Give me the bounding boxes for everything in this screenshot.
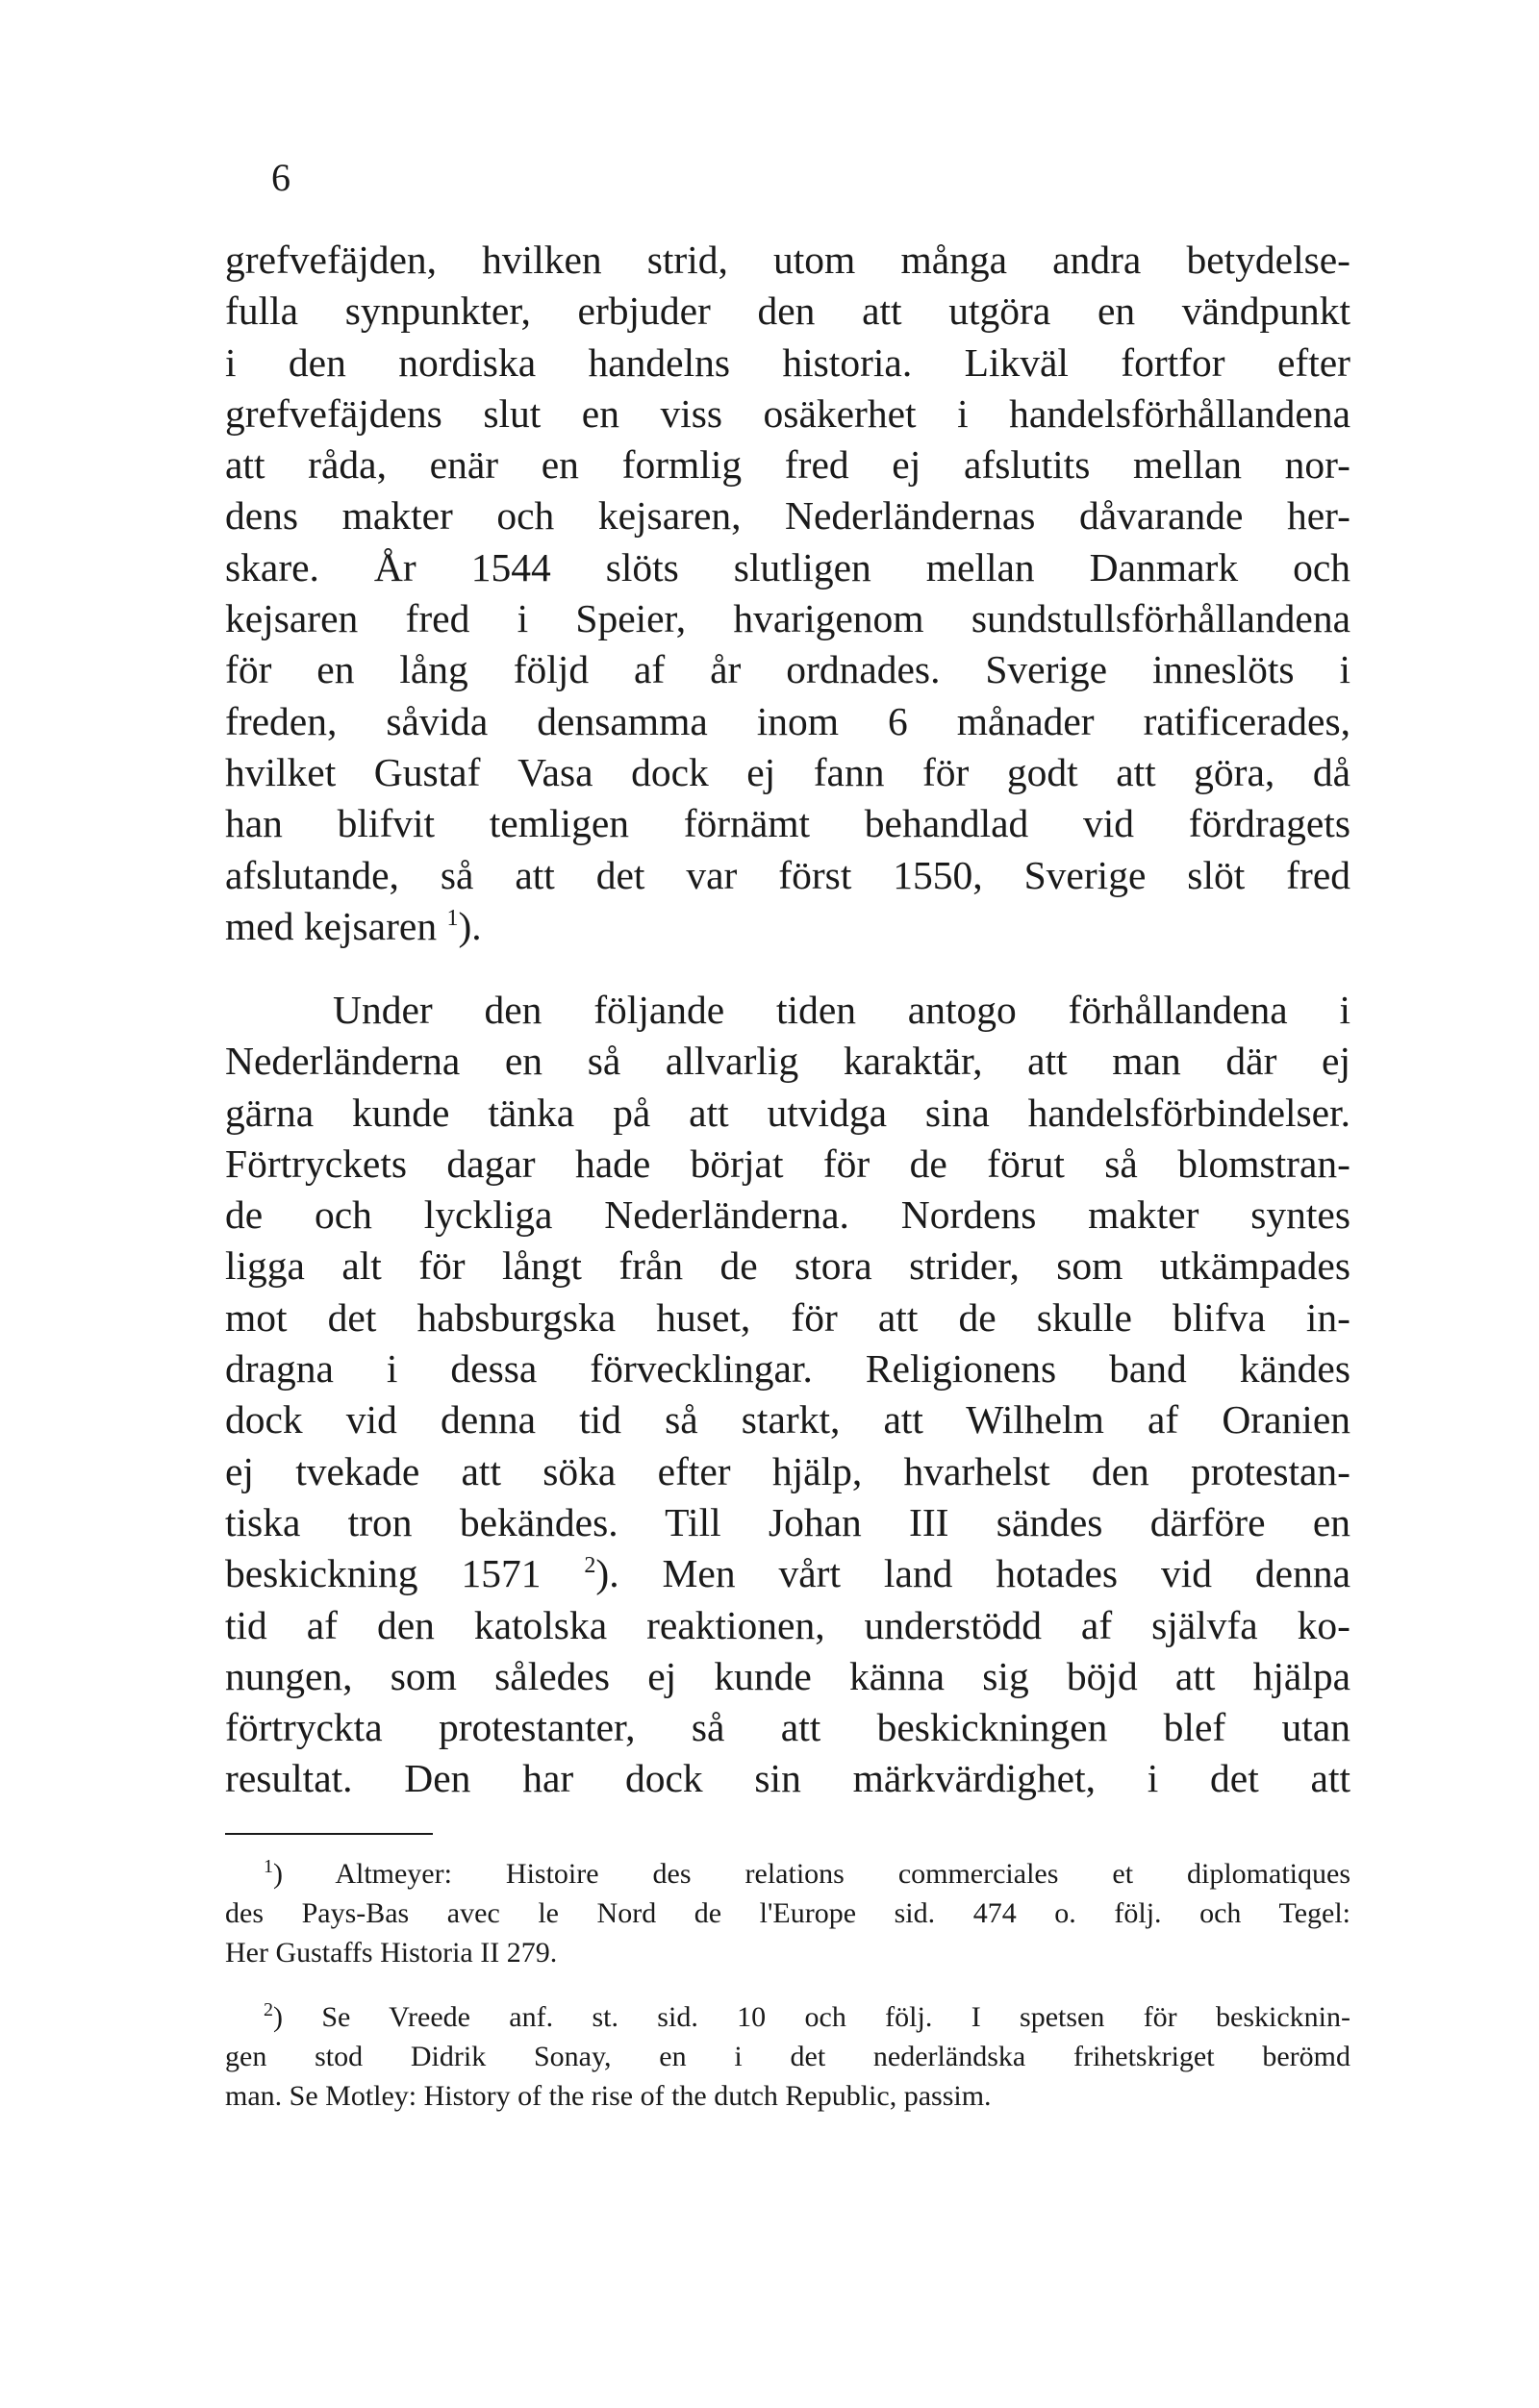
footnote-reference: 1	[446, 905, 459, 931]
text-line: i den nordiska handelns historia. Likväl fortfor efter	[225, 339, 1350, 385]
text-line: Nederländerna en så allvarlig karaktär, att man där ej	[225, 1039, 1350, 1084]
footnote-line: gen stod Didrik Sonay, en i det nederländska frihetskriget berömd	[225, 2041, 1350, 2072]
text-fragment: med kejsaren	[225, 903, 438, 948]
text-line: dragna i dessa förvecklingar. Religionens band kändes	[225, 1346, 1350, 1392]
text-fragment: ). Men vårt land hotades vid denna	[595, 1551, 1350, 1596]
text-line: de och lyckliga Nederländerna. Nordens makter syntes	[225, 1192, 1350, 1238]
text-line: grefvefäjdens slut en viss osäkerhet i handelsförhållandena	[225, 390, 1350, 436]
text-line: mot det habsburgska huset, för att de skulle blifva in-	[225, 1294, 1350, 1340]
text-line: ligga alt för långt från de stora strider, som utkämpades	[225, 1243, 1350, 1289]
text-line: freden, såvida densamma inom 6 månader ratificerades,	[225, 698, 1350, 743]
text-line: ej tvekade att söka efter hjälp, hvarhelst den protestan-	[225, 1448, 1350, 1493]
text-line: resultat. Den har dock sin märkvärdighet, i det att	[225, 1756, 1350, 1801]
footnote-line	[225, 1997, 1350, 2037]
footnote-line	[225, 1854, 1350, 1894]
footnote-reference: 2	[584, 1553, 596, 1579]
text-fragment: ).	[458, 903, 482, 948]
text-line: tid af den katolska reaktionen, understödd af självfa ko-	[225, 1602, 1350, 1647]
text-line: afslutande, så att det var först 1550, Sverige slöt fred	[225, 852, 1350, 897]
text-line: dens makter och kejsaren, Nederländernas dåvarande her-	[225, 493, 1350, 539]
footnote-marker: 1	[264, 1856, 273, 1877]
text-line: tiska tron bekändes. Till Johan III sändes därföre en	[225, 1499, 1350, 1544]
footnote-1	[225, 1854, 1350, 1972]
text-line: fulla synpunkter, erbjuder den att utgöra en vändpunkt	[225, 288, 1350, 334]
text-line: grefvefäjden, hvilken strid, utom många andra betydelse-	[225, 238, 1350, 282]
text-line: gärna kunde tänka på att utvidga sina handelsförbindelser.	[225, 1090, 1350, 1135]
text-line: Under den följande tiden antogo förhållandena i	[333, 988, 1350, 1032]
text-line: han blifvit temligen förnämt behandlad vid fördragets	[225, 801, 1350, 846]
footnote-2	[225, 1997, 1350, 2116]
footnote-marker: 2	[264, 1999, 273, 2020]
footnote-line-last: man. Se Motley: History of the rise of the dutch Republic, passim.	[225, 2080, 992, 2112]
footnote-line: des Pays-Bas avec le Nord de l'Europe sid. 474 o. följ. och Tegel:	[225, 1897, 1350, 1929]
text-fragment: ) Altmeyer: Histoire des relations commerciales et diplomatiques	[273, 1858, 1350, 1890]
text-line: hvilket Gustaf Vasa dock ej fann för godt att göra, då	[225, 749, 1350, 794]
text-line-last	[225, 901, 1350, 952]
text-line: förtryckta protestanter, så att beskickningen blef utan	[225, 1705, 1350, 1750]
page-number: 6	[271, 156, 290, 199]
text-line: att råda, enär en formlig fred ej afslutits mellan nor-	[225, 442, 1350, 488]
text-fragment: beskickning 1571	[225, 1551, 542, 1596]
text-line: Förtryckets dagar hade börjat för de förut så blomstran-	[225, 1141, 1350, 1186]
footnote-divider	[225, 1833, 433, 1835]
paragraph-1	[225, 235, 1350, 952]
text-line: nungen, som således ej kunde känna sig böjd att hjälpa	[225, 1653, 1350, 1698]
footnote-line-last: Her Gustaffs Historia II 279.	[225, 1937, 558, 1969]
text-line: kejsaren fred i Speier, hvarigenom sundstullsförhållandena	[225, 596, 1350, 641]
text-line-with-note	[225, 1548, 1350, 1599]
text-line: för en lång följd af år ordnades. Sverige inneslöts i	[225, 647, 1350, 692]
text-fragment: ) Se Vreede anf. st. sid. 10 och följ. I spetsen för beskicknin-	[273, 2001, 1350, 2033]
paragraph-2	[225, 985, 1350, 1805]
text-line: dock vid denna tid så starkt, att Wilhelm af Oranien	[225, 1397, 1350, 1442]
text-line: skare. År 1544 slöts slutligen mellan Danmark och	[225, 544, 1350, 589]
